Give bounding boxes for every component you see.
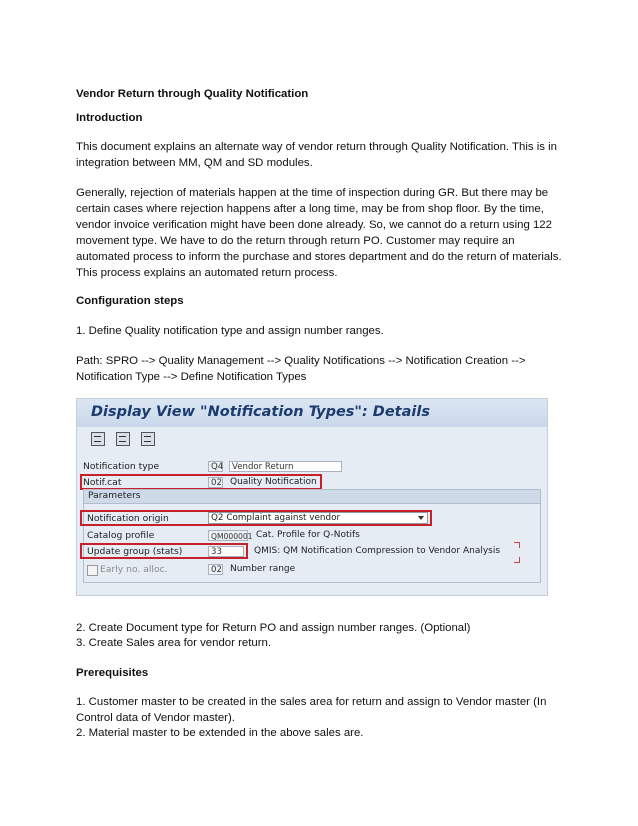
config-step-3: 3. Create Sales area for vendor return.: [76, 637, 272, 649]
update-group-text: QMIS: QM Notification Compression to Vendor Analysis: [254, 546, 501, 556]
notif-type-code[interactable]: Q4: [208, 461, 223, 472]
notif-type-label: Notification type: [83, 461, 160, 472]
details-icon[interactable]: [141, 432, 155, 446]
intro-heading: Introduction: [76, 112, 143, 124]
intro-paragraph-1: This document explains an alternate way of vendor return through Quality Notification. This is in integration between MM, QM and SD modules.: [76, 141, 557, 169]
early-no-alloc-label: Early no. alloc.: [100, 564, 168, 575]
number-range-text: Number range: [230, 564, 296, 574]
early-no-alloc-checkbox[interactable]: [87, 565, 98, 576]
config-step-1: 1. Define Quality notification type and assign number ranges.: [76, 325, 384, 337]
config-step-2: 2. Create Document type for Return PO and assign number ranges. (Optional): [76, 622, 471, 634]
prereq-2: 2. Material master to be extended in the above sales are.: [76, 727, 364, 739]
marker-bottom: [514, 557, 520, 563]
origin-value: Q2 Complaint against vendor: [211, 513, 341, 523]
update-group-code[interactable]: 33: [208, 546, 244, 557]
number-range-code[interactable]: 02: [208, 564, 223, 575]
prereq-1: 1. Customer master to be created in the sales area for return and assign to Vendor master (In Control data of Vendor master).: [76, 696, 547, 724]
notif-cat-text: Quality Notification: [230, 477, 317, 487]
chevron-down-icon: [418, 516, 424, 520]
sap-screenshot: [76, 398, 548, 596]
sap-toolbar: [91, 431, 161, 447]
catalog-label: Catalog profile: [87, 530, 155, 541]
notif-cat-label: Notif.cat: [83, 477, 122, 488]
parameters-label: Parameters: [88, 490, 141, 501]
document-title: Vendor Return through Quality Notification: [76, 88, 309, 100]
catalog-code[interactable]: QM000001: [208, 530, 248, 541]
sap-title: Display View "Notification Types": Details: [91, 404, 430, 420]
sap-title-bar: [77, 399, 547, 427]
notif-cat-code[interactable]: 02: [208, 477, 223, 488]
origin-dropdown[interactable]: [208, 512, 428, 524]
update-group-label: Update group (stats): [87, 546, 183, 557]
notif-type-text: Vendor Return: [229, 461, 342, 472]
catalog-text: Cat. Profile for Q-Notifs: [256, 530, 360, 540]
origin-label: Notification origin: [87, 513, 169, 524]
copy-icon[interactable]: [116, 432, 130, 446]
intro-paragraph-2: Generally, rejection of materials happen at the time of inspection during GR. But there may be certain cases where rejection happens after a long time, may be from shop floor. By the time, vendor invoice verification might have been done already. So, we cannot do a return using 122 movement type. We have to do the return through return PO. Customer may require an automated process to inform the purchase and stores department and do the return of materials. This process explains an automated return process.: [76, 187, 562, 279]
prereq-heading: Prerequisites: [76, 667, 149, 679]
marker-top: [514, 542, 520, 548]
config-path: Path: SPRO --> Quality Management --> Quality Notifications --> Notification Creation --> Notification Type --> Define Notification Types: [76, 355, 526, 383]
display-change-icon[interactable]: [91, 432, 105, 446]
config-heading: Configuration steps: [76, 295, 184, 307]
